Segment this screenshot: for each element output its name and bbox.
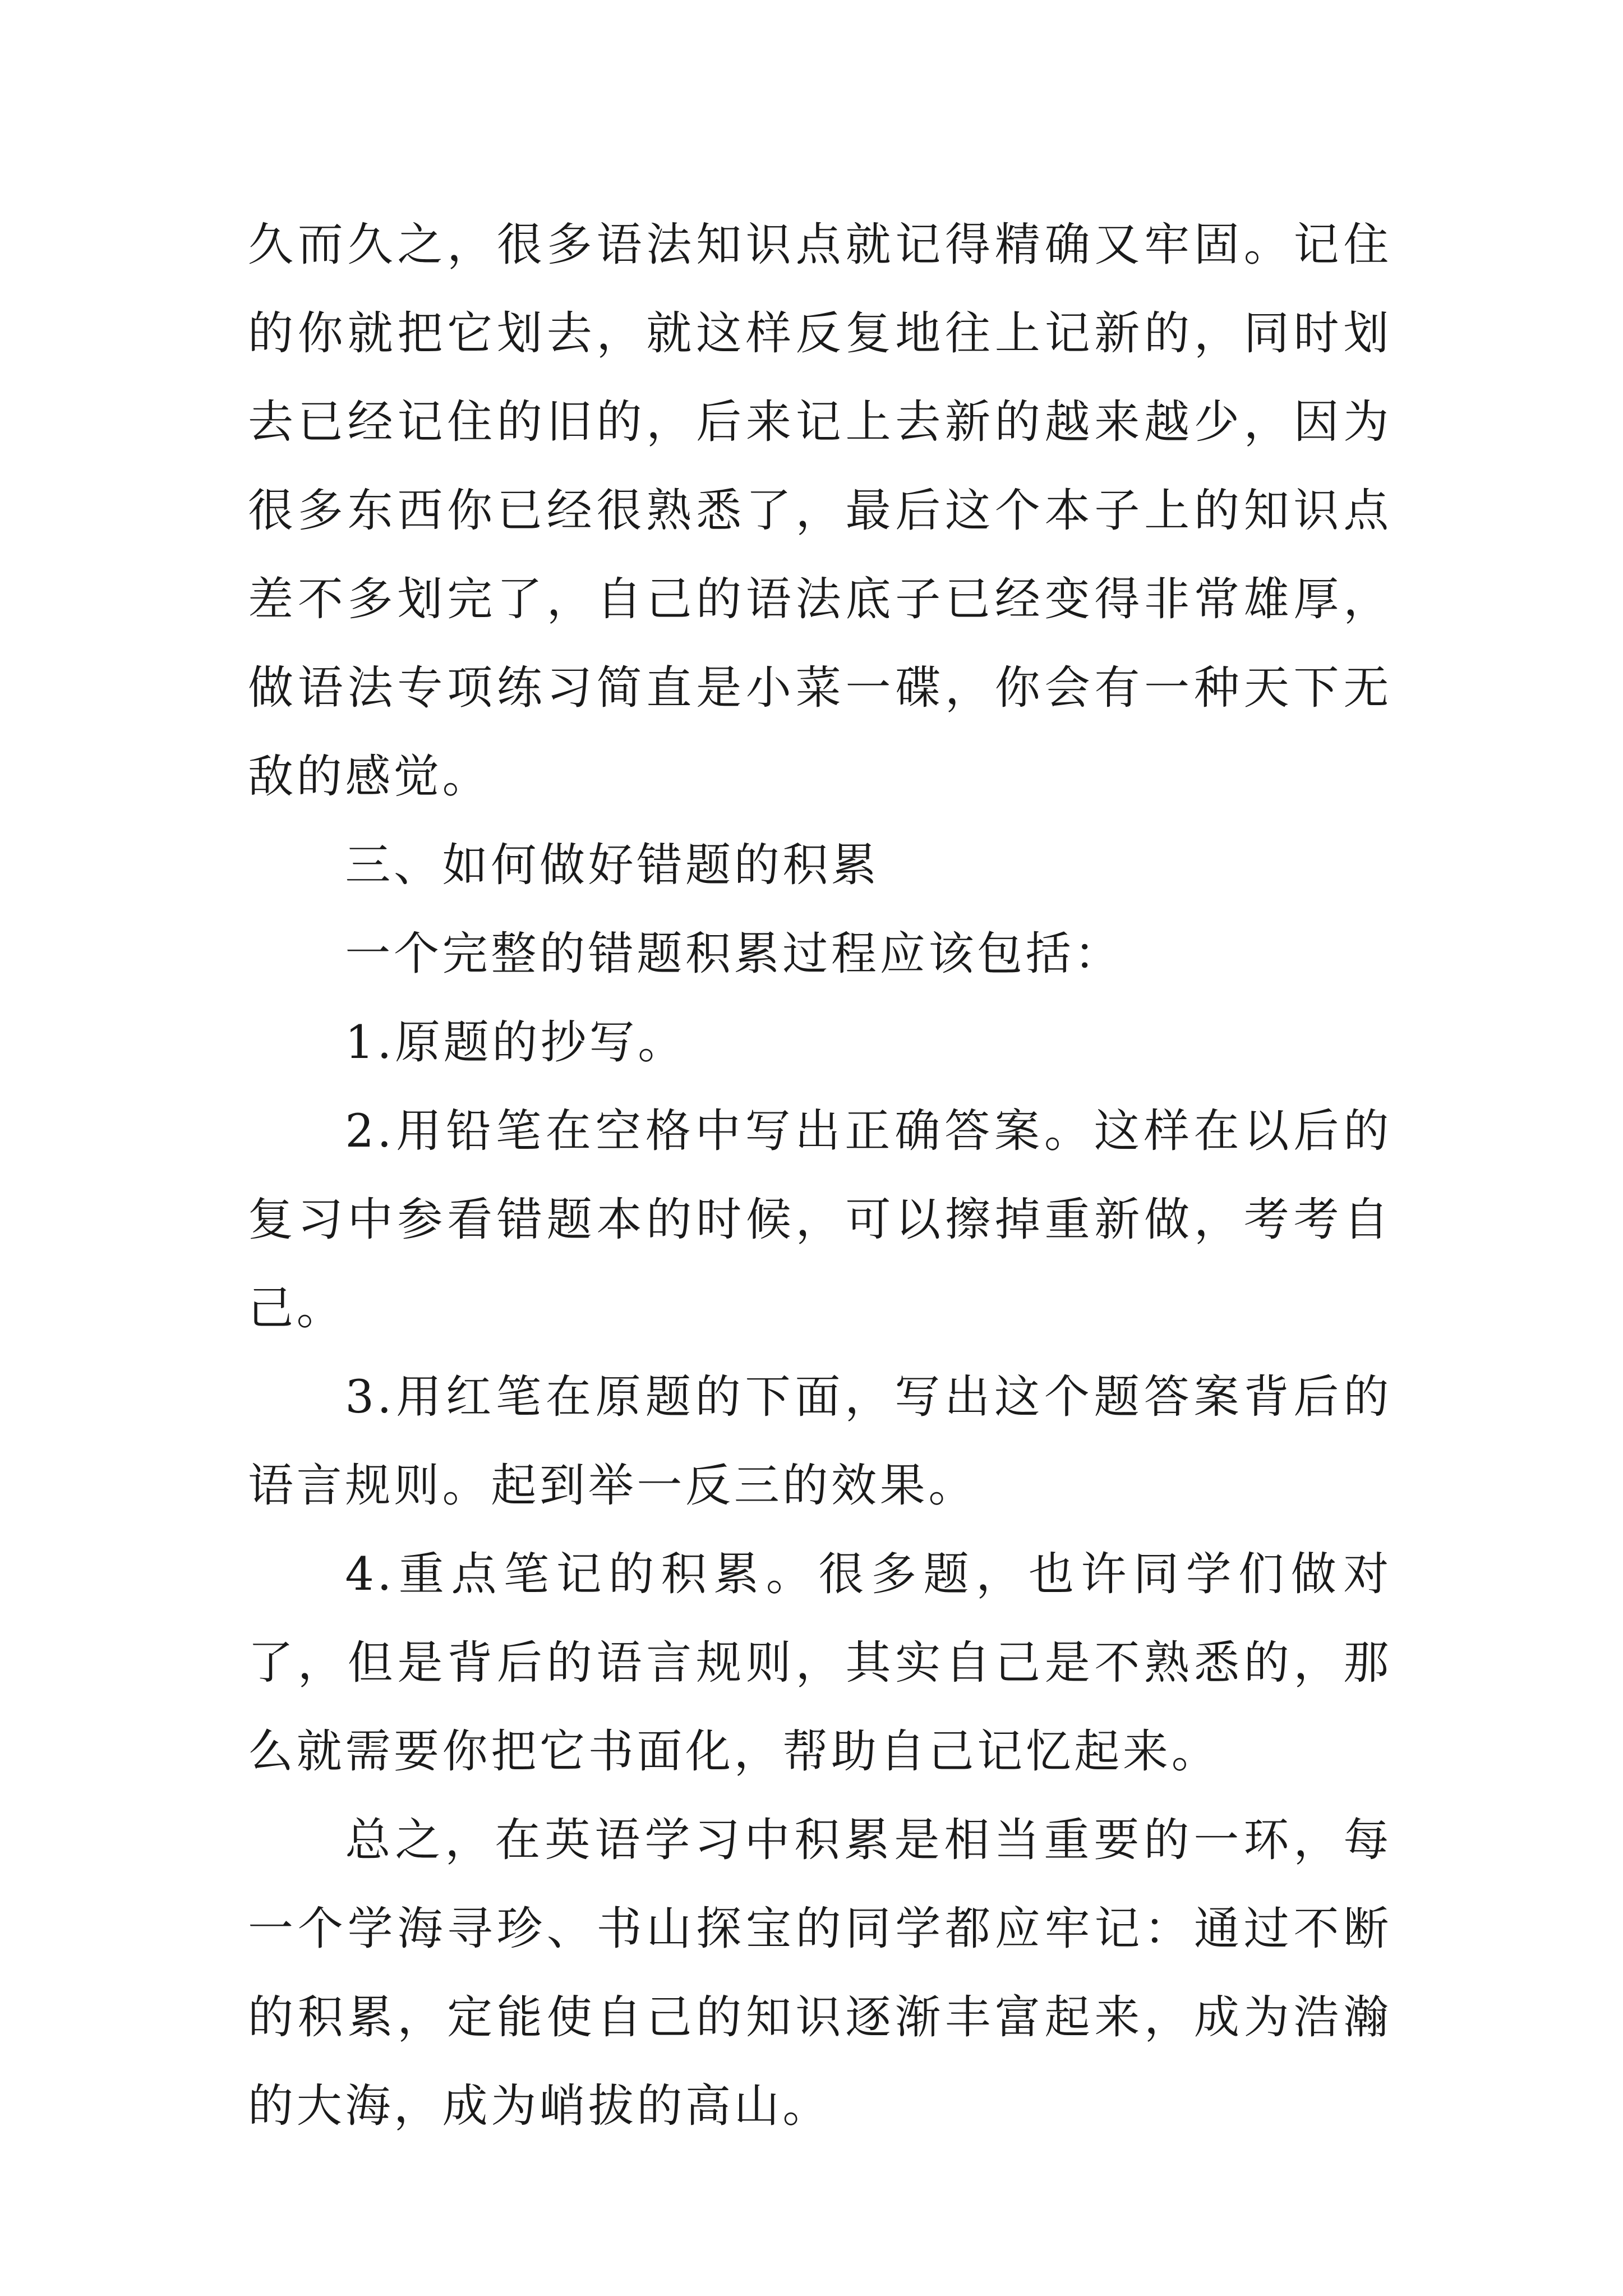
paragraph-conclusion: 总之，在英语学习中积累是相当重要的一环，每一个学海寻珍、书山探宝的同学都应牢记：通过不断的积累，定能使自己的知识逐渐丰富起来，成为浩瀚的大海，成为峭拔的高山。 — [248, 1814, 1392, 2133]
document-body — [248, 201, 1392, 2151]
list-item-2: 2.用铅笔在空格中写出正确答案。这样在以后的复习中参看错题本的时候，可以擦掉重新做，考考自己。 — [248, 1105, 1392, 1335]
section-heading-error-accumulation: 三、如何做好错题的积累 — [345, 839, 880, 892]
paragraph-continuation: 久而久之，很多语法知识点就记得精确又牢固。记住的你就把它划去，就这样反复地往上记新的，同时划去已经记住的旧的，后来记上去新的越来越少，因为很多东西你已经很熟悉了，最后这个本子上的知识点差不多划完了，自己的语法底子已经变得非常雄厚，做语法专项练习简直是小菜一碟，你会有一种天下无敌的感觉。 — [248, 219, 1392, 803]
list-item-3: 3.用红笔在原题的下面，写出这个题答案背后的语言规则。起到举一反三的效果。 — [248, 1371, 1392, 1512]
list-item-1: 1.原题的抄写。 — [345, 1016, 686, 1069]
list-item-4: 4.重点笔记的积累。很多题，也许同学们做对了，但是背后的语言规则，其实自己是不熟悉的，那么就需要你把它书面化，帮助自己记忆起来。 — [248, 1548, 1392, 1778]
paragraph-intro: 一个完整的错题积累过程应该包括： — [345, 928, 1123, 981]
